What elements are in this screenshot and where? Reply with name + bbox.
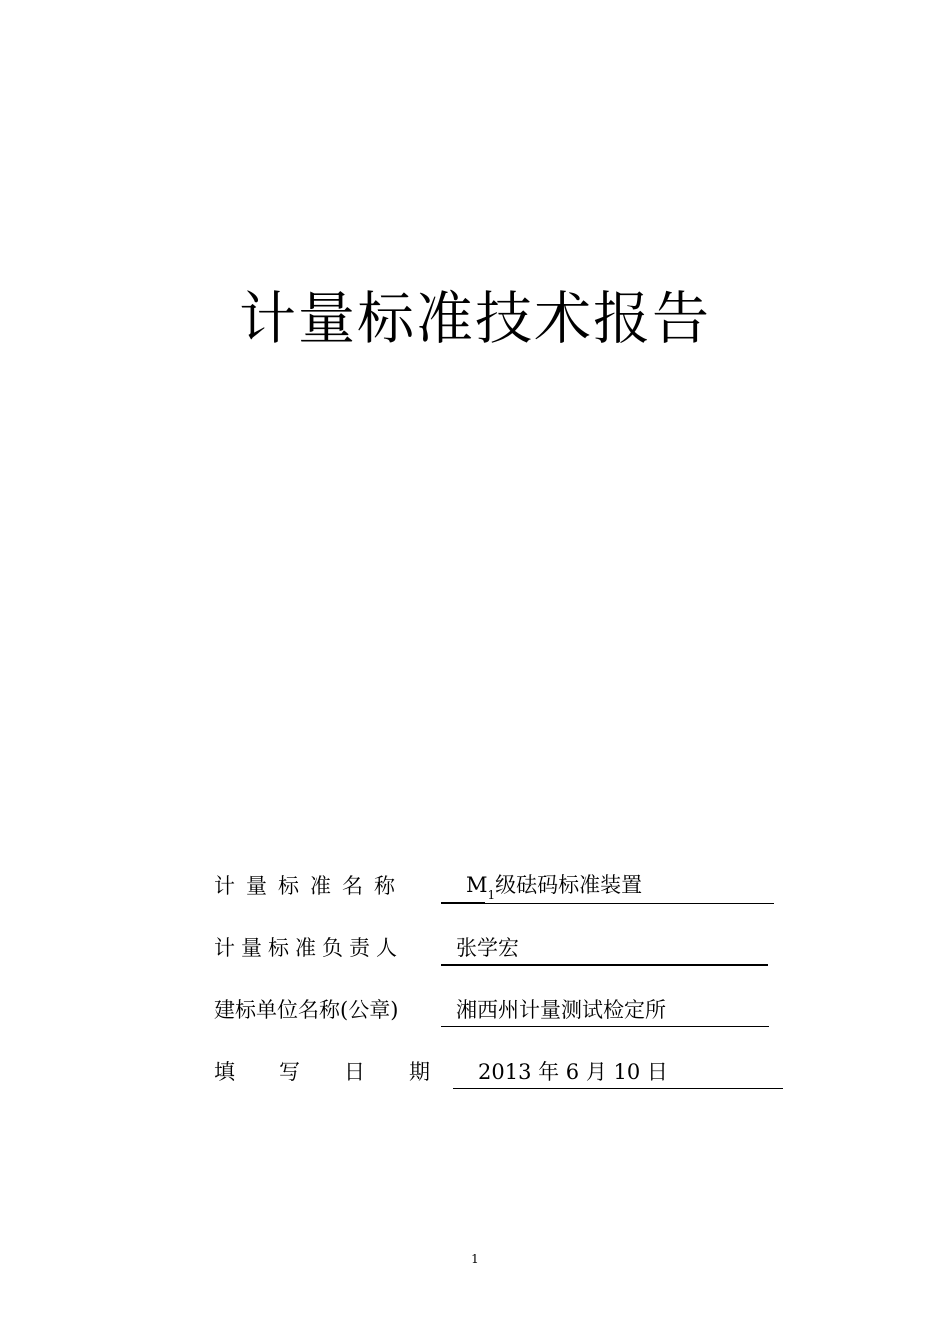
standard-name-value-main: M — [466, 873, 488, 897]
standard-name-underline-thick — [441, 902, 485, 904]
fill-date-label-char: 日 — [344, 1060, 365, 1084]
report-title: 计量标准技术报告 — [239, 286, 711, 352]
fill-date-label — [214, 1058, 430, 1086]
fill-date-underline — [453, 1088, 783, 1089]
fill-date-label-char: 写 — [279, 1060, 300, 1084]
fill-date-label-char: 填 — [214, 1060, 235, 1084]
person-in-charge-value: 张学宏 — [456, 936, 519, 960]
standard-name-value-rest: 级砝码标准装置 — [495, 873, 643, 897]
organization-name-label: 建标单位名称(公章) — [214, 998, 399, 1022]
organization-name-underline — [441, 1026, 769, 1027]
standard-name-underline — [485, 903, 774, 904]
page-number: 1 — [471, 1252, 479, 1266]
standard-name-value-subscript: 1 — [487, 888, 496, 902]
standard-name-label: 计量标准名称 — [214, 874, 406, 898]
fill-date-value: 2013 年 6 月 10 日 — [478, 1060, 668, 1084]
organization-name-value: 湘西州计量测试检定所 — [456, 998, 666, 1022]
fill-date-label-char: 期 — [409, 1060, 430, 1084]
standard-name-value — [466, 871, 642, 902]
person-in-charge-label: 计量标准负责人 — [214, 936, 403, 960]
person-in-charge-underline — [441, 964, 768, 966]
